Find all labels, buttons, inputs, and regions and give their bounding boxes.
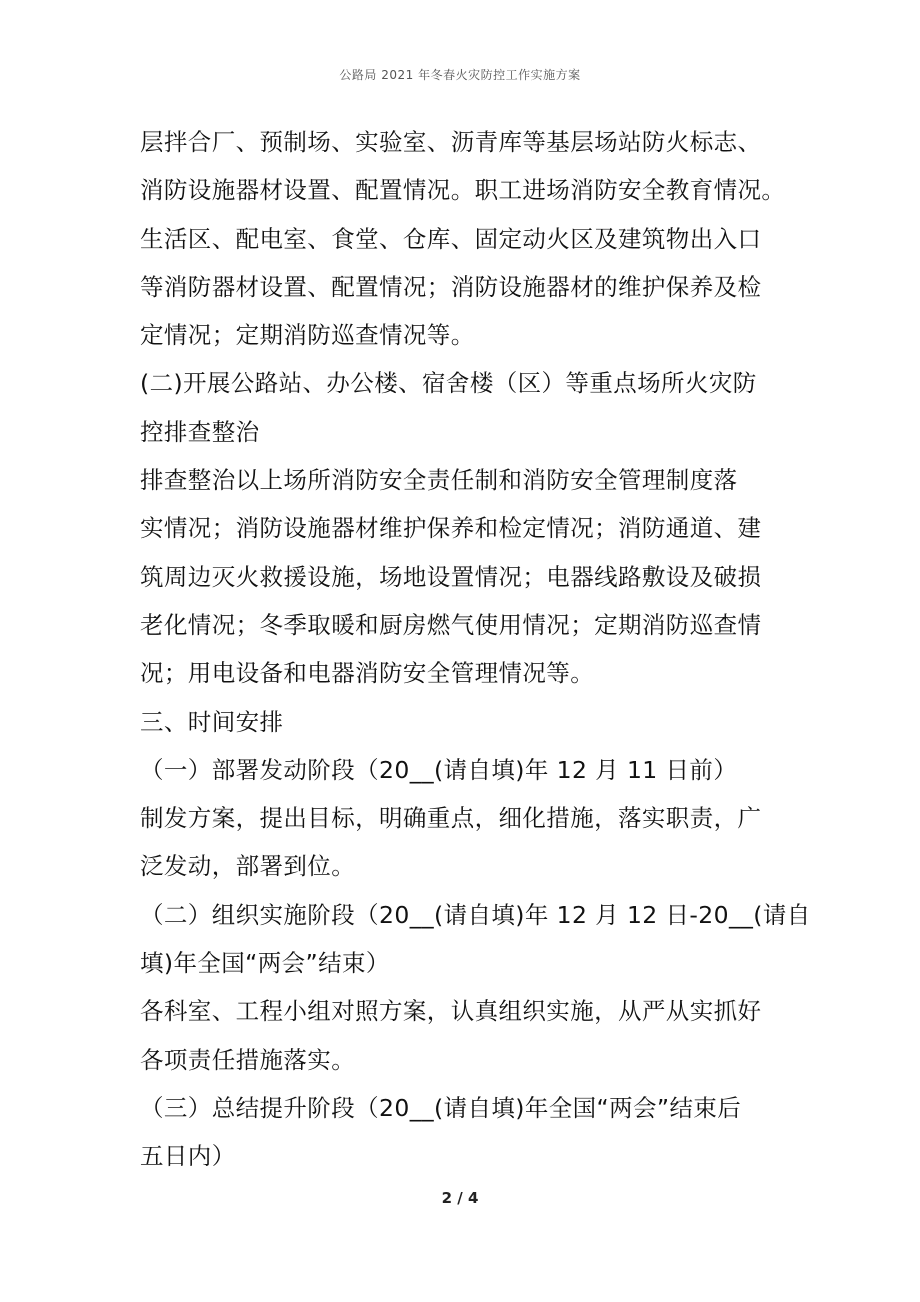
body-line: 筑周边灭火救援设施，场地设置情况；电器线路敷设及破损	[140, 562, 762, 591]
body-line: 老化情况；冬季取暖和厨房燃气使用情况；定期消防巡查情	[140, 610, 762, 639]
body-line: 等消防器材设置、配置情况；消防设施器材的维护保养及检	[140, 272, 762, 301]
body-line: 制发方案，提出目标，明确重点，细化措施，落实职责，广	[140, 804, 762, 833]
section-heading: (二)开展公路站、办公楼、宿舍楼（区）等重点场所火灾防	[140, 369, 757, 398]
section-heading: 控排查整治	[140, 417, 260, 446]
subsection-heading: （二）组织实施阶段（20__(请自填)年 12 月 12 日-20__(请自	[140, 900, 811, 929]
subsection-heading: （三）总结提升阶段（20__(请自填)年全国“两会”结束后	[140, 1093, 742, 1122]
section-heading: 三、时间安排	[140, 707, 284, 736]
page-number: 2 / 4	[441, 1189, 479, 1207]
subsection-heading: （一）部署发动阶段（20__(请自填)年 12 月 11 日前）	[140, 755, 738, 784]
page-header: 公路局 2021 年冬春火灾防控工作实施方案	[339, 68, 581, 82]
body-line: 泛发动，部署到位。	[140, 852, 356, 881]
body-line: 层拌合厂、预制场、实验室、沥青库等基层场站防火标志、	[140, 128, 762, 156]
subsection-heading: 五日内）	[140, 1142, 236, 1171]
body-line: 各项责任措施落实。	[140, 1045, 356, 1074]
body-line: 生活区、配电室、食堂、仓库、固定动火区及建筑物出入口	[140, 224, 762, 253]
body-line: 消防设施器材设置、配置情况。职工进场消防安全教育情况。	[140, 176, 786, 205]
body-line: 排查整治以上场所消防安全责任制和消防安全管理制度落	[140, 466, 738, 495]
subsection-heading: 填)年全国“两会”结束）	[140, 949, 390, 978]
document-body	[140, 118, 811, 1181]
body-line: 各科室、工程小组对照方案，认真组织实施，从严从实抓好	[140, 997, 762, 1026]
body-line: 况；用电设备和电器消防安全管理情况等。	[140, 659, 595, 688]
body-line: 定情况；定期消防巡查情况等。	[140, 321, 475, 350]
body-line: 实情况；消防设施器材维护保养和检定情况；消防通道、建	[140, 514, 762, 543]
